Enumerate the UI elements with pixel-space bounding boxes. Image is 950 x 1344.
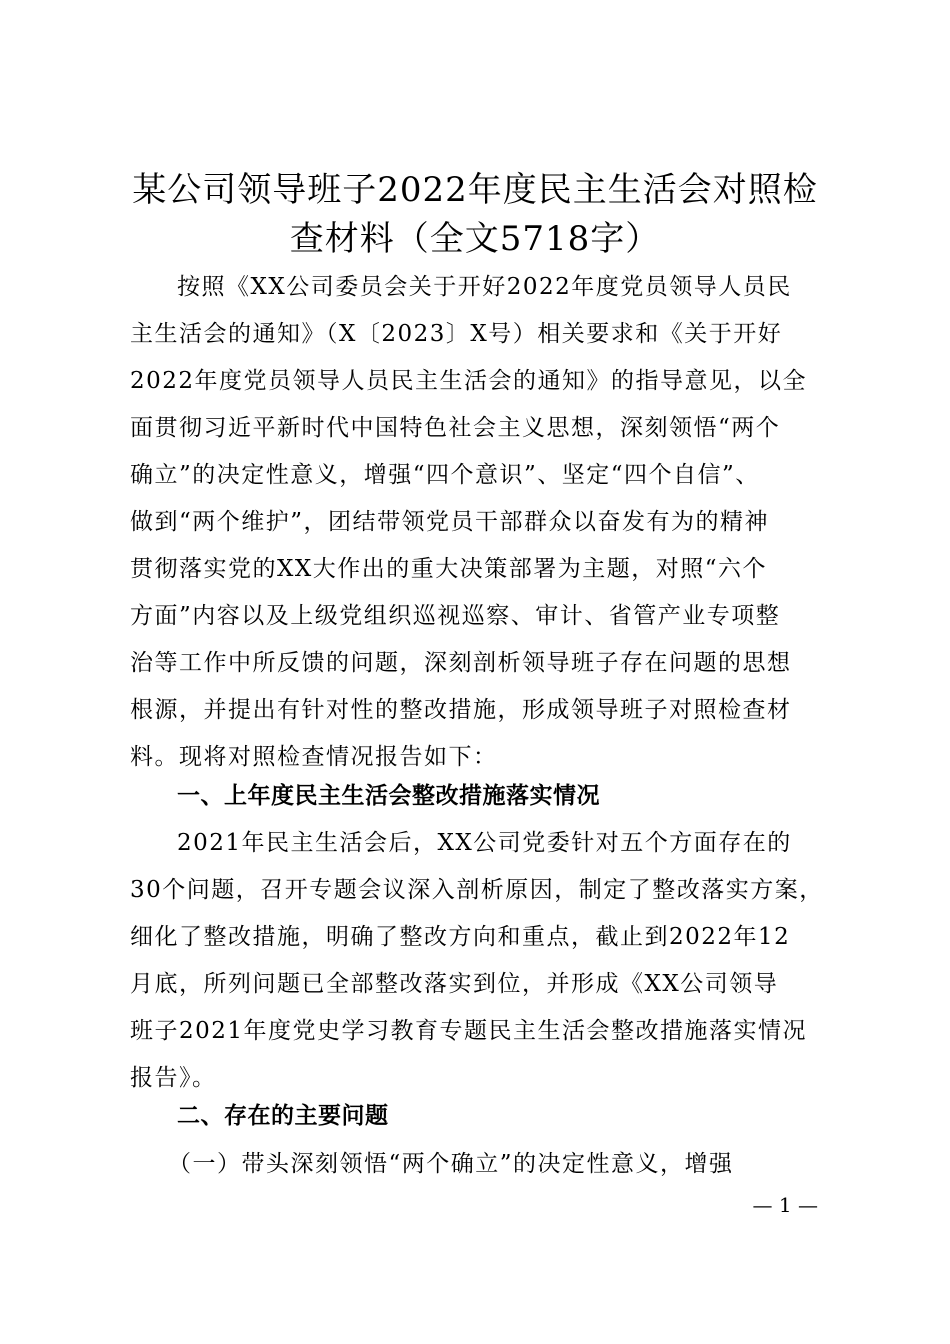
section-2-heading-block: [130, 1093, 820, 1140]
paragraph-line: 30个问题，召开专题会议深入剖析原因，制定了整改落实方案，: [130, 877, 824, 903]
document-title: [120, 166, 830, 264]
section-heading: 一、上年度民主生活会整改措施落实情况: [177, 783, 600, 809]
paragraph-line: 2022年度党员领导人员民主生活会的通知》的指导意见，以全: [130, 368, 808, 394]
title-line: 某公司领导班子2022年度民主生活会对照检: [132, 170, 818, 210]
paragraph-line: 贯彻落实党的XX大作出的重大决策部署为主题，对照“六个: [130, 556, 768, 582]
paragraph-line: 面贯彻习近平新时代中国特色社会主义思想，深刻领悟“两个: [130, 415, 781, 441]
paragraph-line: 报告》。: [130, 1065, 217, 1091]
paragraph-line: 方面”内容以及上级党组织巡视巡察、审计、省管产业专项整: [130, 603, 781, 629]
title-line: 查材料（全文5718字）: [289, 219, 661, 259]
subsection-heading: （一）带头深刻领悟“两个确立”的决定性意义，增强: [168, 1151, 734, 1177]
paragraph-line: 料。现将对照检查情况报告如下：: [130, 744, 498, 770]
page-number: — 1 —: [752, 1193, 818, 1217]
section-heading: 二、存在的主要问题: [177, 1103, 389, 1129]
paragraph-line: 主生活会的通知》（X〔2023〕X号）相关要求和《关于开好: [130, 321, 783, 347]
section-1-paragraph: [130, 820, 824, 1102]
paragraph-line: 月底，所列问题已全部整改落实到位，并形成《XX公司领导: [130, 971, 779, 997]
intro-paragraph: [130, 264, 820, 781]
paragraph-line: 确立”的决定性意义，增强“四个意识”、坚定“四个自信”、: [130, 462, 760, 488]
paragraph-line: 班子2021年度党史学习教育专题民主生活会整改措施落实情况: [130, 1018, 808, 1044]
paragraph-line: 细化了整改措施，明确了整改方向和重点，截止到2022年12: [130, 924, 791, 950]
section-1-heading-block: [130, 773, 820, 820]
paragraph-line: 做到“两个维护”，团结带领党员干部群众以奋发有为的精神: [130, 509, 770, 535]
paragraph-line: 根源，并提出有针对性的整改措施，形成领导班子对照检查材: [130, 697, 792, 723]
subsection-1-heading-block: [130, 1141, 820, 1188]
paragraph-line: 治等工作中所反馈的问题，深刻剖析领导班子存在问题的思想: [130, 650, 792, 676]
paragraph-line: 按照《XX公司委员会关于开好2022年度党员领导人员民: [177, 274, 792, 300]
paragraph-line: 2021年民主生活会后，XX公司党委针对五个方面存在的: [177, 830, 792, 856]
